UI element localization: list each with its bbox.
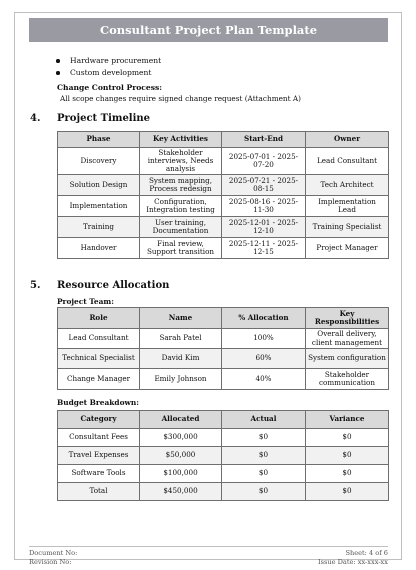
- budget-table: [57, 410, 389, 501]
- table-cell: Training Specialist: [306, 217, 389, 238]
- table-cell: $450,000: [140, 483, 222, 501]
- table-cell: $0: [222, 447, 306, 465]
- table-cell: 40%: [222, 369, 306, 390]
- table-cell: $0: [222, 483, 306, 501]
- table-cell: Implementation: [58, 196, 140, 217]
- page-header: [29, 18, 388, 42]
- table-cell: User training, Documentation: [140, 217, 222, 238]
- table-cell: $50,000: [140, 447, 222, 465]
- table-row: [58, 369, 389, 390]
- table-cell: $0: [306, 483, 389, 501]
- column-header: Role: [58, 308, 140, 329]
- table-cell: $100,000: [140, 465, 222, 483]
- column-header: % Allocation: [222, 308, 306, 329]
- budget-breakdown-label: Budget Breakdown:: [57, 398, 139, 407]
- column-header: Key Activities: [140, 132, 222, 148]
- table-row: [58, 429, 389, 447]
- table-row: [58, 217, 389, 238]
- project-team-label: Project Team:: [57, 297, 114, 306]
- table-cell: Implementation Lead: [306, 196, 389, 217]
- document-number: Document No:: [29, 549, 78, 557]
- table-row: [58, 465, 389, 483]
- table-cell: Travel Expenses: [58, 447, 140, 465]
- table-cell: $0: [306, 465, 389, 483]
- table-cell: 2025-12-11 - 2025-12-15: [222, 238, 306, 259]
- change-control-text: All scope changes require signed change request (Attachment A): [60, 94, 302, 103]
- column-header: Phase: [58, 132, 140, 148]
- table-header-row: [58, 132, 389, 148]
- table-cell: Software Tools: [58, 465, 140, 483]
- table-cell: David Kim: [140, 349, 222, 369]
- table-row: [58, 349, 389, 369]
- column-header: Start-End: [222, 132, 306, 148]
- section-title: Project Timeline: [57, 113, 151, 124]
- table-cell: Stakeholder communication: [306, 369, 389, 390]
- table-total-row: [58, 483, 389, 501]
- table-cell: Configuration, Integration testing: [140, 196, 222, 217]
- table-row: [58, 196, 389, 217]
- table-cell: $0: [306, 447, 389, 465]
- column-header: Key Responsibilities: [306, 308, 389, 329]
- table-cell: 60%: [222, 349, 306, 369]
- table-cell: Handover: [58, 238, 140, 259]
- project-team-table: [57, 307, 389, 390]
- column-header: Owner: [306, 132, 389, 148]
- table-cell: 2025-08-16 - 2025-11-30: [222, 196, 306, 217]
- table-row: [58, 329, 389, 349]
- table-cell: Sarah Patel: [140, 329, 222, 349]
- table-cell: Lead Consultant: [58, 329, 140, 349]
- table-cell: Final review, Support transition: [140, 238, 222, 259]
- table-cell: 2025-12-01 - 2025-12-10: [222, 217, 306, 238]
- sheet-number: Sheet: 4 of 6: [345, 549, 388, 557]
- table-cell: Tech Architect: [306, 175, 389, 196]
- table-header-row: [58, 308, 389, 329]
- table-cell: Project Manager: [306, 238, 389, 259]
- table-cell: 100%: [222, 329, 306, 349]
- table-row: [58, 447, 389, 465]
- table-row: [58, 148, 389, 175]
- table-cell: $0: [306, 429, 389, 447]
- table-cell: $0: [222, 429, 306, 447]
- table-cell: Consultant Fees: [58, 429, 140, 447]
- column-header: Variance: [306, 411, 389, 429]
- table-row: [58, 238, 389, 259]
- revision-number: Revision No:: [29, 558, 72, 566]
- footer-divider: [29, 546, 388, 547]
- scope-bullet-list: [70, 55, 161, 79]
- table-header-row: [58, 411, 389, 429]
- table-cell: Overall delivery, client management: [306, 329, 389, 349]
- table-cell: Change Manager: [58, 369, 140, 390]
- issue-date: Issue Date: xx-xxx-xx: [318, 558, 388, 566]
- column-header: Category: [58, 411, 140, 429]
- bullet-item: Custom development: [70, 67, 161, 79]
- column-header: Actual: [222, 411, 306, 429]
- column-header: Name: [140, 308, 222, 329]
- table-cell: $0: [222, 465, 306, 483]
- table-row: [58, 175, 389, 196]
- change-control-title: Change Control Process:: [57, 83, 163, 92]
- table-cell: Total: [58, 483, 140, 501]
- table-cell: Discovery: [58, 148, 140, 175]
- table-cell: $300,000: [140, 429, 222, 447]
- table-cell: Stakeholder interviews, Needs analysis: [140, 148, 222, 175]
- table-cell: Emily Johnson: [140, 369, 222, 390]
- bullet-item: Hardware procurement: [70, 56, 162, 65]
- section-number: 5.: [30, 280, 41, 291]
- table-cell: System configuration: [306, 349, 389, 369]
- column-header: Allocated: [140, 411, 222, 429]
- table-cell: 2025-07-21 - 2025-08-15: [222, 175, 306, 196]
- table-cell: Technical Specialist: [58, 349, 140, 369]
- section-number: 4.: [30, 113, 41, 124]
- table-cell: 2025-07-01 - 2025-07-20: [222, 148, 306, 175]
- section-title: Resource Allocation: [57, 280, 170, 291]
- table-cell: System mapping, Process redesign: [140, 175, 222, 196]
- document-title: Consultant Project Plan Template: [99, 23, 318, 37]
- table-cell: Solution Design: [58, 175, 140, 196]
- timeline-table: [57, 131, 389, 259]
- table-cell: Lead Consultant: [306, 148, 389, 175]
- table-cell: Training: [58, 217, 140, 238]
